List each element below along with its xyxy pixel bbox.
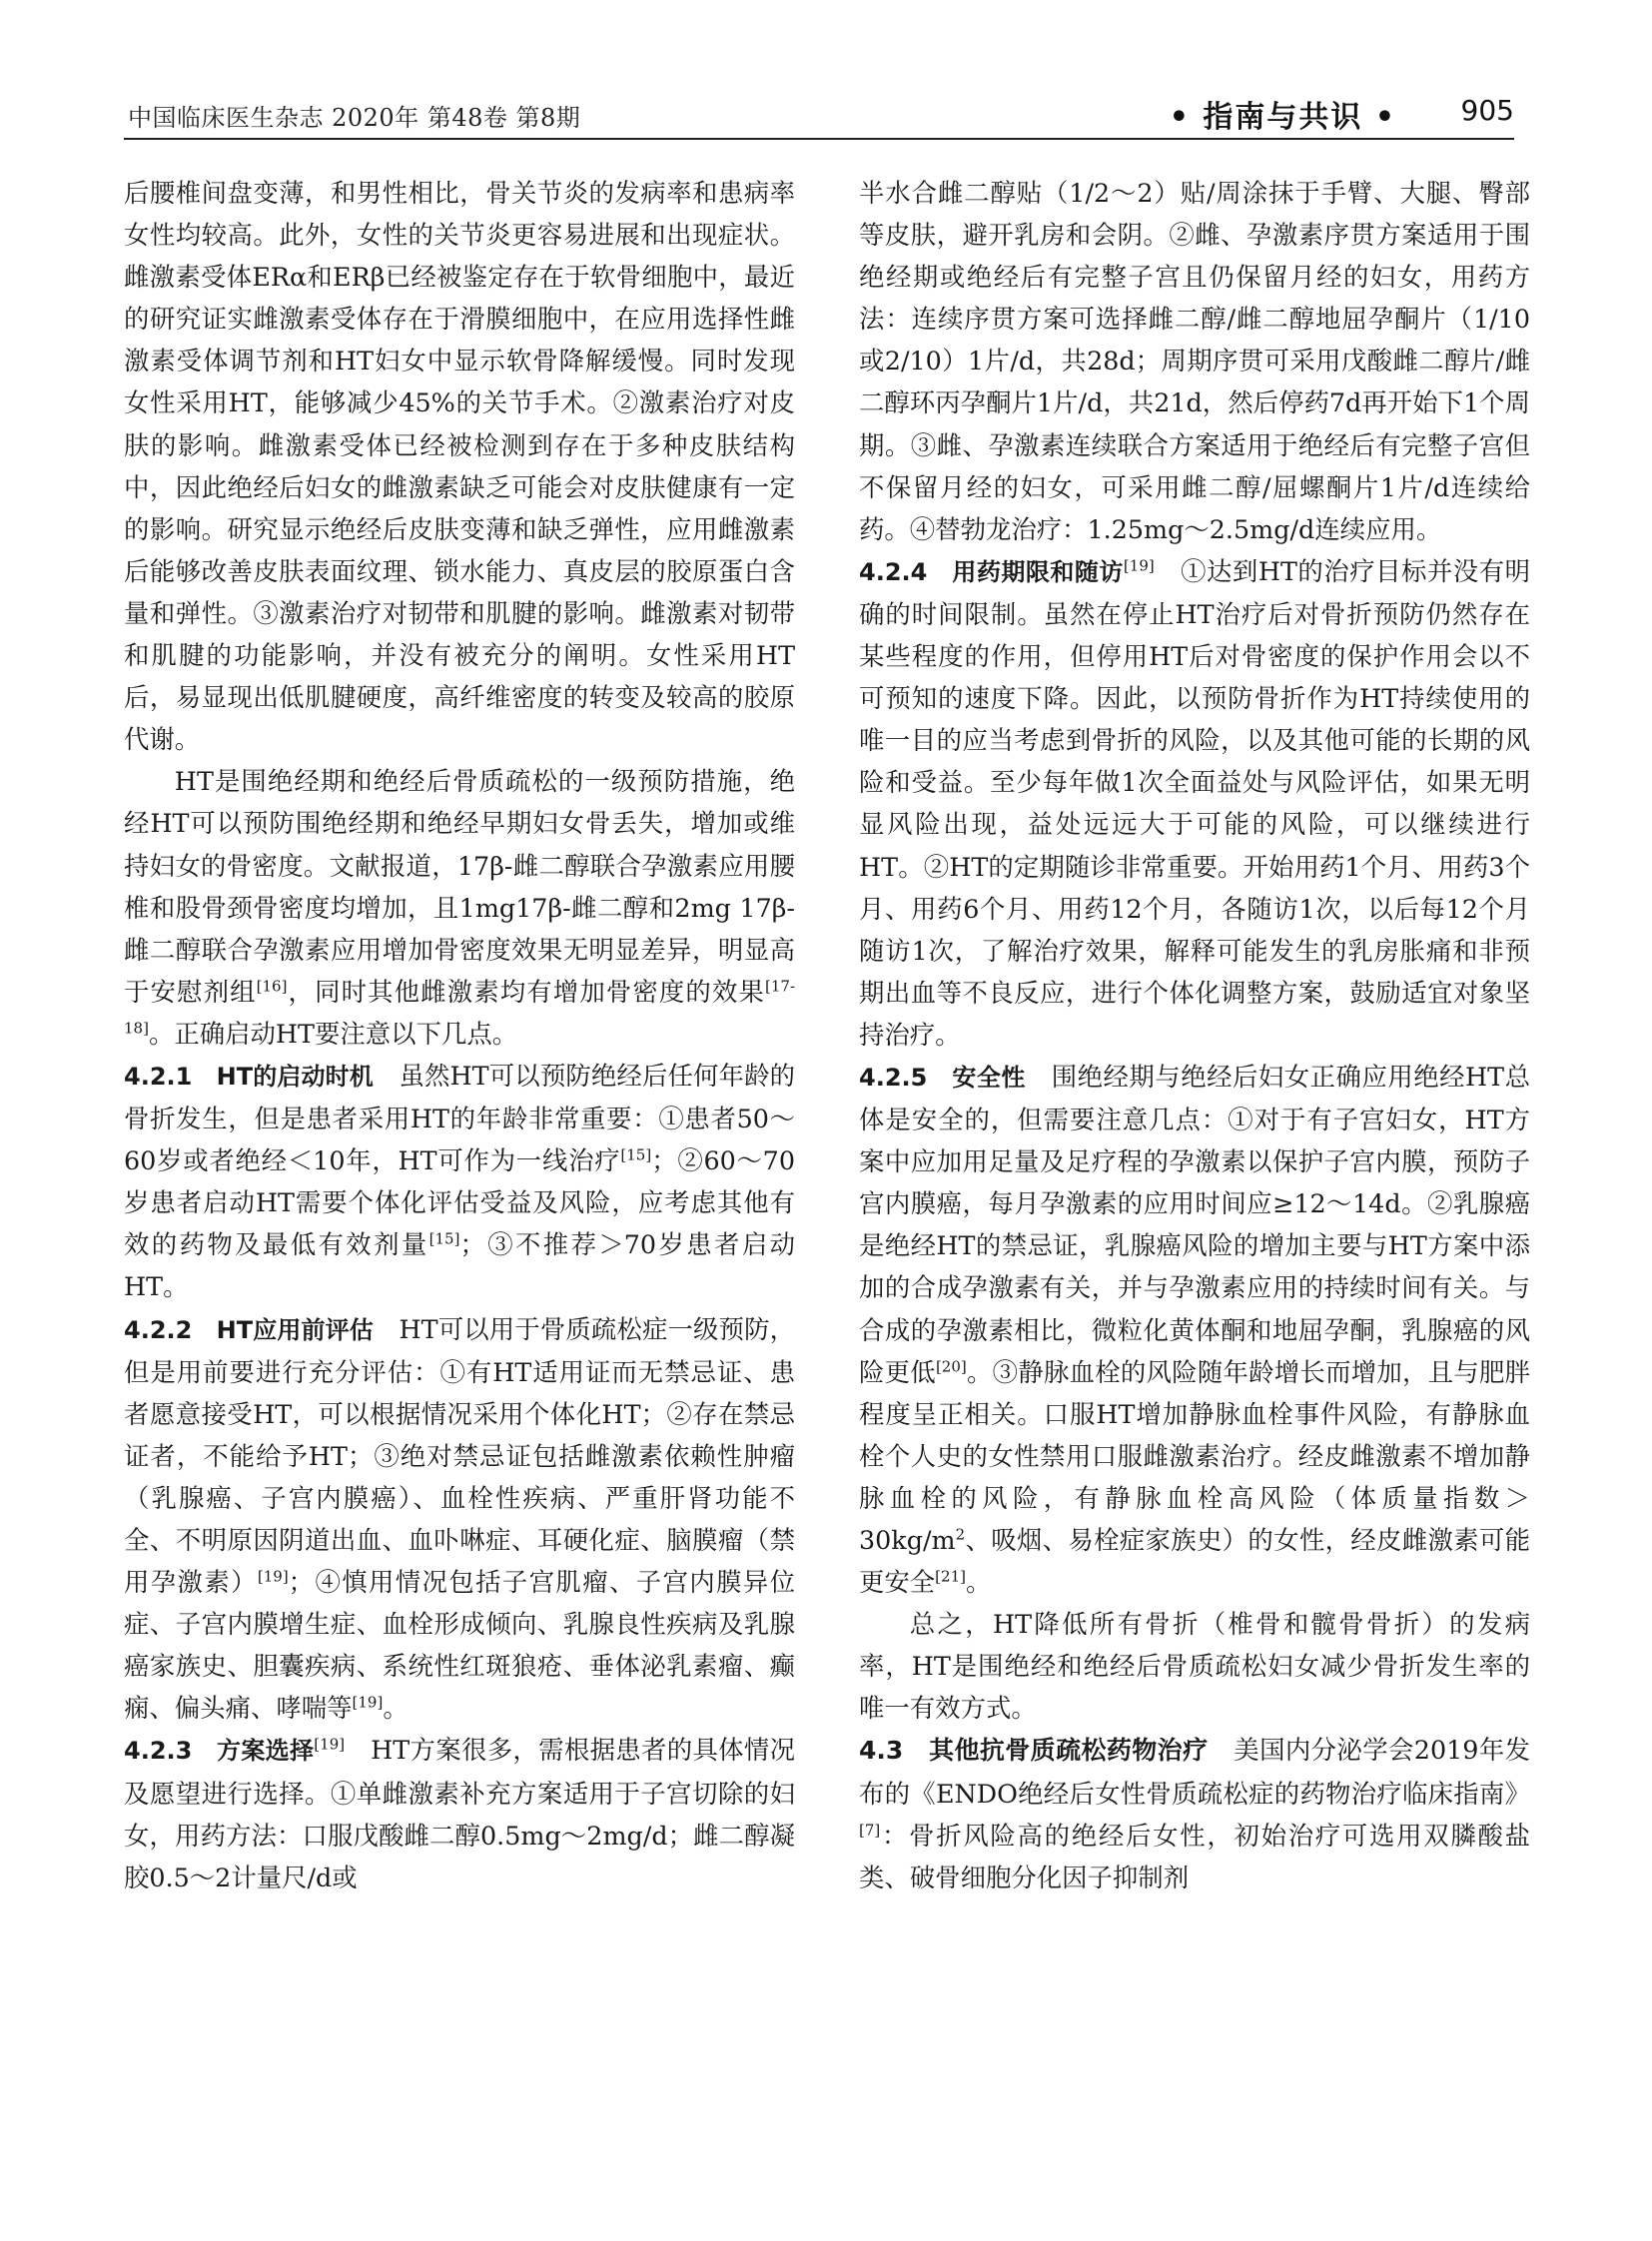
section-4-2-2: 4.2.2 HT应用前评估 HT可以用于骨质疏松症一级预防，但是用前要进行充分评估：①有HT适用证而无禁忌证、患者愿意接受HT，可以根据情况采用个体化HT；②存在禁忌证者，不能给予HT；③绝对禁忌证包括雌激素依赖性肿瘤（乳腺癌、子宫内膜癌）、血栓性疾病、严重肝肾功能不全、不明原因阴道出血、血卟啉症、耳硬化症、脑膜瘤（禁用孕激素）[19]；④慎用情况包括子宫肌瘤、子宫内膜异位症、子宫内膜增生症、血栓形成倾向、乳腺良性疾病及乳腺癌家族史、胆囊疾病、系统性红斑狼疮、垂体泌乳素瘤、癫痫、偏头痛、哮喘等[19]。 — [124, 1313, 795, 1724]
section-4-2-5: 4.2.5 安全性 围绝经期与绝经后妇女正确应用绝经HT总体是安全的，但需要注意几点：①对于有子宫妇女，HT方案中应加用足量及足疗程的孕激素以保护子宫内膜，预防子宫内膜癌，每月孕激素的应用时间应≥12～14d。②乳腺癌是绝经HT的禁忌证，乳腺癌风险的增加主要与HT方案中添加的合成孕激素有关，并与孕激素应用的持续时间有关。与合成的孕激素相比，微粒化黄体酮和地屈孕酮，乳腺癌的风险更低[20]。③静脉血栓的风险随年龄增长而增加，且与肥胖程度呈正相关。口服HT增加静脉血栓事件风险，有静脉血栓个人史的女性禁用口服雌激素治疗。经皮雌激素不增加静脉血栓的风险，有静脉血栓高风险（体质量指数$>30kg/m^2$、吸烟、易栓症家族史）的女性，经皮雌激素可能更安全[21]。 — [859, 1061, 1530, 1598]
section-heading: 4.3 其他抗骨质疏松药物治疗 — [859, 1736, 1209, 1766]
paragraph-regimen-continuation: 半水合雌二醇贴（1/2～2）贴/周涂抹于手臂、大腿、臀部等皮肤，避开乳房和会阴。②雌、孕激素序贯方案适用于围绝经期或绝经后有完整子宫且仍保留月经的妇女，用药方法：连续序贯方案可选择雌二醇/雌二醇地屈孕酮片（1/10或2/10）1片/d，共28d；周期序贯可采用戊酸雌二醇片/雌二醇环丙孕酮片1片/d，共21d，然后停药7d再开始下1个周期。③雌、孕激素连续联合方案适用于绝经后有完整子宫但不保留月经的妇女，可采用雌二醇/屈螺酮片1片/d连续给药。④替勃龙治疗：1.25mg～2.5mg/d连续应用。 — [859, 178, 1530, 544]
section-heading: 4.2.3 方案选择 — [124, 1737, 315, 1766]
citation: [19] — [1123, 556, 1155, 575]
citation: [7] — [859, 1821, 881, 1840]
citation: [15] — [620, 1145, 652, 1164]
section-heading: 4.2.2 HT应用前评估 — [124, 1315, 374, 1344]
citation: [15] — [428, 1229, 460, 1248]
left-column — [124, 172, 795, 2189]
paragraph-continuation: 后腰椎间盘变薄，和男性相比，骨关节炎的发病率和患病率女性均较高。此外，女性的关节炎更容易进展和出现症状。雌激素受体ERα和ERβ已经被鉴定存在于软骨细胞中，最近的研究证实雌激素受体存在于滑膜细胞中，在应用选择性雌激素受体调节剂和HT妇女中显示软骨降解缓慢。同时发现女性采用HT，能够减少45%的关节手术。②激素治疗对皮肤的影响。雌激素受体已经被检测到存在于多种皮肤结构中，因此绝经后妇女的雌激素缺乏可能会对皮肤健康有一定的影响。研究显示绝经后皮肤变薄和缺乏弹性，应用雌激素后能够改善皮肤表面纹理、锁水能力、真皮层的胶原蛋白含量和弹性。③激素治疗对韧带和肌腱的影响。雌激素对韧带和肌腱的功能影响，并没有被充分的阐明。女性采用HT后，易显现出低肌腱硬度，高纤维密度的转变及较高的胶原代谢。 — [124, 178, 795, 755]
page-header — [124, 92, 1514, 140]
citation: [17-18] — [124, 977, 795, 1038]
citation: [20] — [935, 1357, 967, 1376]
superscript: 2 — [955, 1525, 966, 1544]
section-4-2-4: 4.2.4 用药期限和随访[19] ①达到HT的治疗目标并没有明确的时间限制。虽然在停止HT治疗后对骨折预防仍然存在某些程度的作用，但停用HT后对骨密度的保护作用会以不可预知的速度下降。因此，以预防骨折作为HT持续使用的唯一目的应当考虑到骨折的风险，以及其他可能的长期的风险和受益。至少每年做1次全面益处与风险评估，如果无明显风险出现，益处远远大于可能的风险，可以继续进行HT。②HT的定期随诊非常重要。开始用药1个月、用药3个月、用药6个月、用药12个月，各随访1次，以后每12个月随访1次，了解治疗效果，解释可能发生的乳房胀痛和非预期出血等不良反应，进行个体化调整方案，鼓励适宜对象坚持治疗。 — [859, 555, 1530, 1050]
section-4-2-3: 4.2.3 方案选择[19] HT方案很多，需根据患者的具体情况及愿望进行选择。①单雌激素补充方案适用于子宫切除的妇女，用药方法：口服戊酸雌二醇0.5mg～2mg/d；雌二醇凝胶0.5～2计量尺/d或 — [124, 1735, 795, 1892]
header-rule — [124, 138, 1514, 140]
section-tag: • 指南与共识 • — [1169, 100, 1396, 135]
citation: [19] — [352, 1693, 384, 1712]
right-column — [859, 172, 1530, 2189]
journal-citation: 中国临床医生杂志 2020年 第48卷 第8期 — [128, 104, 581, 132]
paragraph-ht-prevention: HT是围绝经期和绝经后骨质疏松的一级预防措施，绝经HT可以预防围绝经期和绝经早期妇女骨丢失，增加或维持妇女的骨密度。文献报道，17β-雌二醇联合孕激素应用腰椎和股骨颈骨密度均增加，且1mg17β-雌二醇和2mg 17β-雌二醇联合孕激素应用增加骨密度效果无明显差异，明显高于安慰剂组[16]，同时其他雌激素均有增加骨密度的效果[17-18]。正确启动HT要注意以下几点。 — [124, 766, 795, 1049]
citation: [19] — [257, 1567, 289, 1586]
page-number: 905 — [1460, 94, 1514, 127]
section-heading: 4.2.1 HT的启动时机 — [124, 1062, 374, 1091]
section-4-2-1: 4.2.1 HT的启动时机 虽然HT可以预防绝经后任何年龄的骨折发生，但是患者采用HT的年龄非常重要：①患者50～60岁或者绝经＜10年，HT可作为一线治疗[15]；②60～70岁患者启动HT需要个体化评估受益及风险，应考虑其他有效的药物及最低有效剂量[15]；③不推荐＞70岁患者启动HT。 — [124, 1060, 795, 1302]
section-heading: 4.2.5 安全性 — [859, 1063, 1026, 1092]
citation: [19] — [314, 1736, 346, 1754]
section-4-3: 4.3 其他抗骨质疏松药物治疗 美国内分泌学会2019年发布的《ENDO绝经后女性骨质疏松症的药物治疗临床指南》[7]：骨折风险高的绝经后女性，初始治疗可选用双膦酸盐类、破骨细胞分化因子抑制剂 — [859, 1735, 1530, 1892]
paragraph-summary: 总之，HT降低所有骨折（椎骨和髋骨骨折）的发病率，HT是围绝经和绝经后骨质疏松妇女减少骨折发生率的唯一有效方式。 — [859, 1609, 1530, 1724]
citation: [21] — [935, 1567, 966, 1586]
section-heading: 4.2.4 用药期限和随访 — [859, 557, 1124, 586]
citation: [16] — [256, 977, 288, 996]
